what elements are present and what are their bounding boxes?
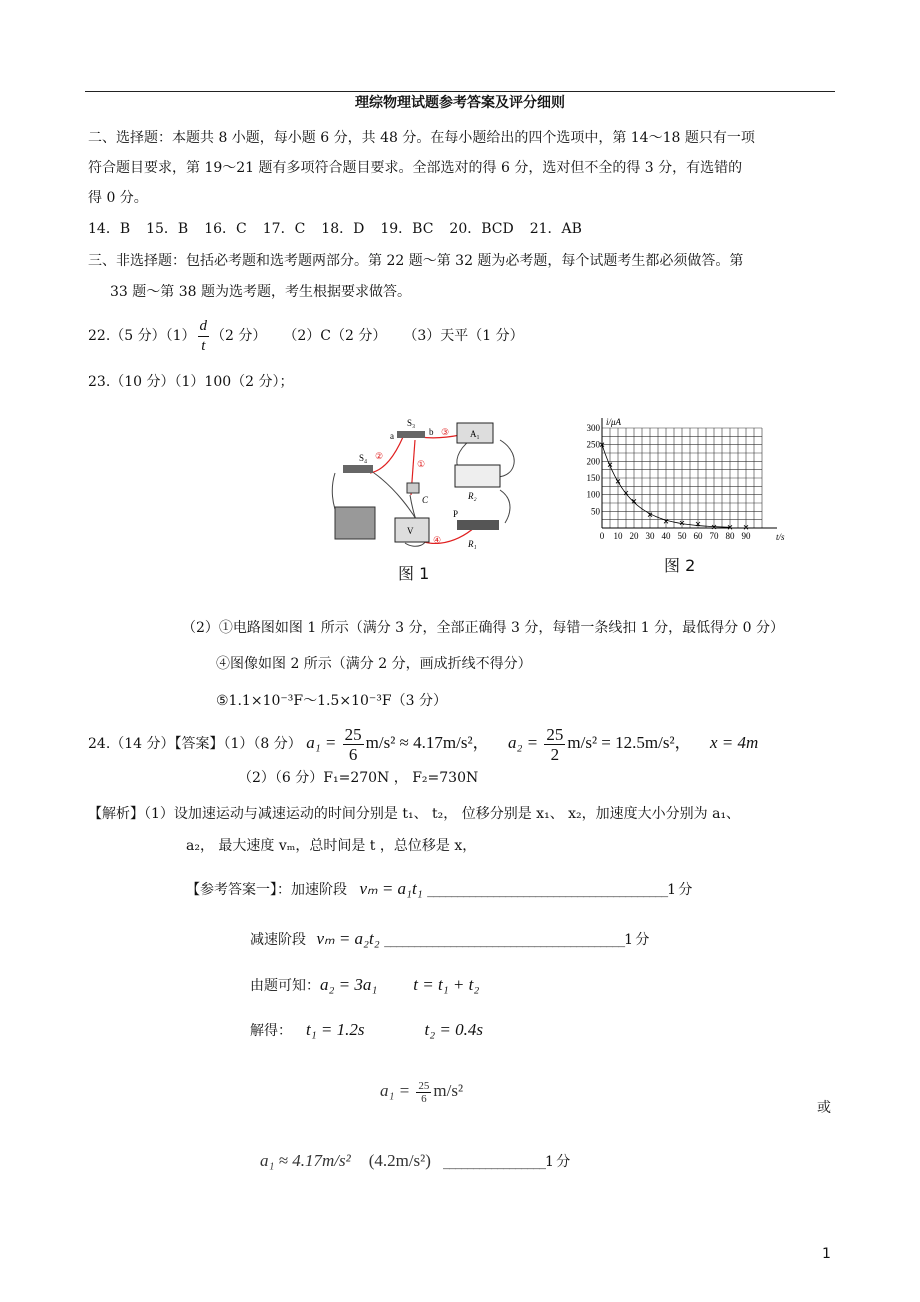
score-leader: _________________1 分 bbox=[442, 1154, 570, 1170]
label: A₁ bbox=[470, 429, 480, 439]
x-tick-label: 10 bbox=[613, 531, 623, 541]
label: a bbox=[390, 431, 394, 441]
sec2-line2: 符合题目要求，第 19～21 题有多项符合题目要求。全部选对的得 6 分，选对但不全的得 3 分，有选错的 bbox=[88, 160, 743, 176]
figure1-caption: 图 1 bbox=[398, 564, 430, 583]
y-tick-label: 250 bbox=[586, 439, 600, 450]
sec2-line1: 二、选择题：本题共 8 小题，每小题 6 分，共 48 分。在每小题给出的四个选项中，第 14～18 题只有一项 bbox=[88, 130, 755, 146]
denominator: 6 bbox=[348, 744, 358, 764]
math: a₂ = bbox=[508, 733, 543, 752]
q23-line4: ⑤1.1×10⁻³F～1.5×10⁻³F（3 分） bbox=[216, 693, 447, 709]
a1-fraction-line bbox=[380, 1074, 463, 1109]
wire-label: ① bbox=[417, 459, 426, 469]
denominator: t bbox=[201, 337, 206, 354]
math: (4.2m/s²) bbox=[368, 1151, 431, 1170]
math: m/s² bbox=[433, 1081, 464, 1100]
denominator: 2 bbox=[550, 744, 560, 764]
numerator: d bbox=[199, 317, 208, 334]
math: m/s² ≈ 4.17m/s²， bbox=[365, 733, 490, 752]
label: V bbox=[407, 526, 414, 536]
label: 减速阶段 bbox=[250, 932, 306, 948]
circuit-figure bbox=[325, 415, 525, 555]
q22-part1-score: （2 分） bbox=[211, 328, 267, 344]
label: R₁ bbox=[468, 539, 477, 549]
known-line bbox=[250, 976, 479, 995]
denominator: 6 bbox=[421, 1092, 427, 1105]
y-tick-label: 100 bbox=[586, 489, 600, 500]
math: vₘ = a₁t₁ bbox=[359, 879, 423, 898]
page-title: 理综物理试题参考答案及评分细则 bbox=[355, 95, 565, 111]
wire-label: ② bbox=[375, 451, 384, 461]
current-time-chart bbox=[575, 418, 785, 548]
x-tick-label: 50 bbox=[677, 531, 687, 541]
q22-part3: （3）天平（1 分） bbox=[410, 328, 524, 344]
fraction bbox=[416, 1080, 431, 1105]
x-tick-label: 70 bbox=[709, 531, 719, 541]
fraction bbox=[343, 725, 364, 764]
rheostat bbox=[457, 520, 499, 530]
analysis-line2: a₂， 最大速度 vₘ，总时间是 t ，总位移是 x， bbox=[186, 838, 477, 854]
math: t₂ = 0.4s bbox=[424, 1020, 483, 1039]
label: P bbox=[453, 509, 459, 519]
answer: 21．AB bbox=[529, 221, 582, 237]
fraction bbox=[544, 725, 565, 764]
math: a₁ = bbox=[306, 733, 341, 752]
header-rule bbox=[85, 91, 835, 92]
page-number: 1 bbox=[822, 1246, 831, 1262]
dec-line bbox=[250, 930, 648, 949]
or-label: 或 bbox=[817, 1100, 831, 1116]
math: a₂ = 3a₁ bbox=[320, 975, 378, 994]
label: S₄ bbox=[359, 453, 368, 463]
q23-line2: （2）①电路图如图 1 所示（满分 3 分，全部正确得 3 分，每错一条线扣 1 分，最低得分 0 分） bbox=[182, 620, 784, 636]
a1-approx-line bbox=[260, 1152, 569, 1171]
label: 【参考答案一】：加速阶段 bbox=[186, 882, 347, 898]
math: m/s² = 12.5m/s²， bbox=[567, 733, 692, 752]
math: vₘ = a₂t₂ bbox=[316, 929, 380, 948]
score-leader: ________________________________________1 分 bbox=[427, 882, 692, 898]
x-tick-label: 20 bbox=[629, 531, 639, 541]
answer: 14．B bbox=[88, 221, 131, 237]
numerator: 25 bbox=[344, 724, 362, 744]
figure2-caption: 图 2 bbox=[664, 556, 696, 575]
resistance-box bbox=[455, 465, 500, 487]
solve-line bbox=[250, 1021, 483, 1040]
y-tick-label: 150 bbox=[586, 473, 600, 483]
x-tick-label: 90 bbox=[741, 531, 751, 541]
label: b bbox=[429, 427, 434, 437]
wire-label: ④ bbox=[433, 535, 442, 545]
q22-prefix: 22.（5 分）（1） bbox=[88, 328, 196, 344]
wire-label: ③ bbox=[441, 427, 450, 437]
math: t = t₁ + t₂ bbox=[413, 975, 480, 994]
x-tick-label: 80 bbox=[725, 531, 735, 541]
answer: 17．C bbox=[262, 221, 306, 237]
y-axis-label: i/μA bbox=[606, 418, 622, 427]
y-tick-label: 50 bbox=[591, 506, 600, 517]
y-tick-label: 300 bbox=[586, 423, 600, 433]
q23-line3: ④图像如图 2 所示（满分 2 分，画成折线不得分） bbox=[216, 656, 532, 672]
q24-line2: （2）（6 分）F₁=270N ， F₂=730N bbox=[238, 770, 479, 786]
numerator: 25 bbox=[418, 1079, 430, 1092]
label: S₃ bbox=[407, 418, 416, 428]
x-tick-label: 0 bbox=[599, 531, 605, 541]
x-tick-label: 40 bbox=[661, 531, 671, 541]
numerator: 25 bbox=[546, 724, 564, 744]
label: C bbox=[422, 495, 429, 505]
q22-answer bbox=[88, 316, 524, 356]
math: a₁ = bbox=[380, 1081, 415, 1100]
choice-answers bbox=[88, 220, 582, 238]
label: 解得： bbox=[250, 1023, 292, 1039]
sec2-line3: 得 0 分。 bbox=[88, 190, 148, 206]
answer: 16．C bbox=[204, 221, 247, 237]
switch-s3 bbox=[397, 431, 425, 438]
q24-answer bbox=[88, 722, 758, 765]
answer: 18．D bbox=[321, 221, 365, 237]
x-tick-label: 30 bbox=[645, 531, 655, 541]
capacitor bbox=[407, 483, 419, 493]
math: a₁ ≈ 4.17m/s² bbox=[260, 1151, 351, 1170]
ref1-line bbox=[186, 880, 691, 899]
q22-part2: （2）C（2 分） bbox=[290, 328, 387, 344]
battery bbox=[335, 507, 375, 539]
label: R₂ bbox=[468, 491, 477, 501]
fraction bbox=[198, 317, 210, 356]
x-tick-label: 60 bbox=[693, 531, 703, 541]
switch-s4 bbox=[343, 465, 373, 473]
q23-line1: 23.（10 分）（1）100（2 分）； bbox=[88, 374, 294, 390]
answer: 20．BCD bbox=[449, 221, 514, 237]
math: x = 4m bbox=[710, 733, 759, 752]
answer: 15．B bbox=[146, 221, 189, 237]
math: t₁ = 1.2s bbox=[306, 1020, 365, 1039]
label: 由题可知： bbox=[250, 978, 320, 994]
x-axis-label: t/s bbox=[776, 532, 785, 542]
answer: 19．BC bbox=[380, 221, 434, 237]
y-tick-label: 200 bbox=[586, 456, 600, 467]
sec3-line1: 三、非选择题：包括必考题和选考题两部分。第 22 题～第 32 题为必考题，每个试题考生都必须做答。第 bbox=[88, 253, 744, 269]
score-leader: ________________________________________1 分 bbox=[384, 932, 649, 948]
sec3-line2: 33 题～第 38 题为选考题，考生根据要求做答。 bbox=[110, 284, 411, 300]
q24-prefix: 24.（14 分）【答案】（1）（8 分） bbox=[88, 736, 302, 752]
analysis-line1: 【解析】（1）设加速运动与减速运动的时间分别是 t₁、 t₂， 位移分别是 x₁、 x₂，加速度大小分别为 a₁、 bbox=[88, 806, 741, 822]
